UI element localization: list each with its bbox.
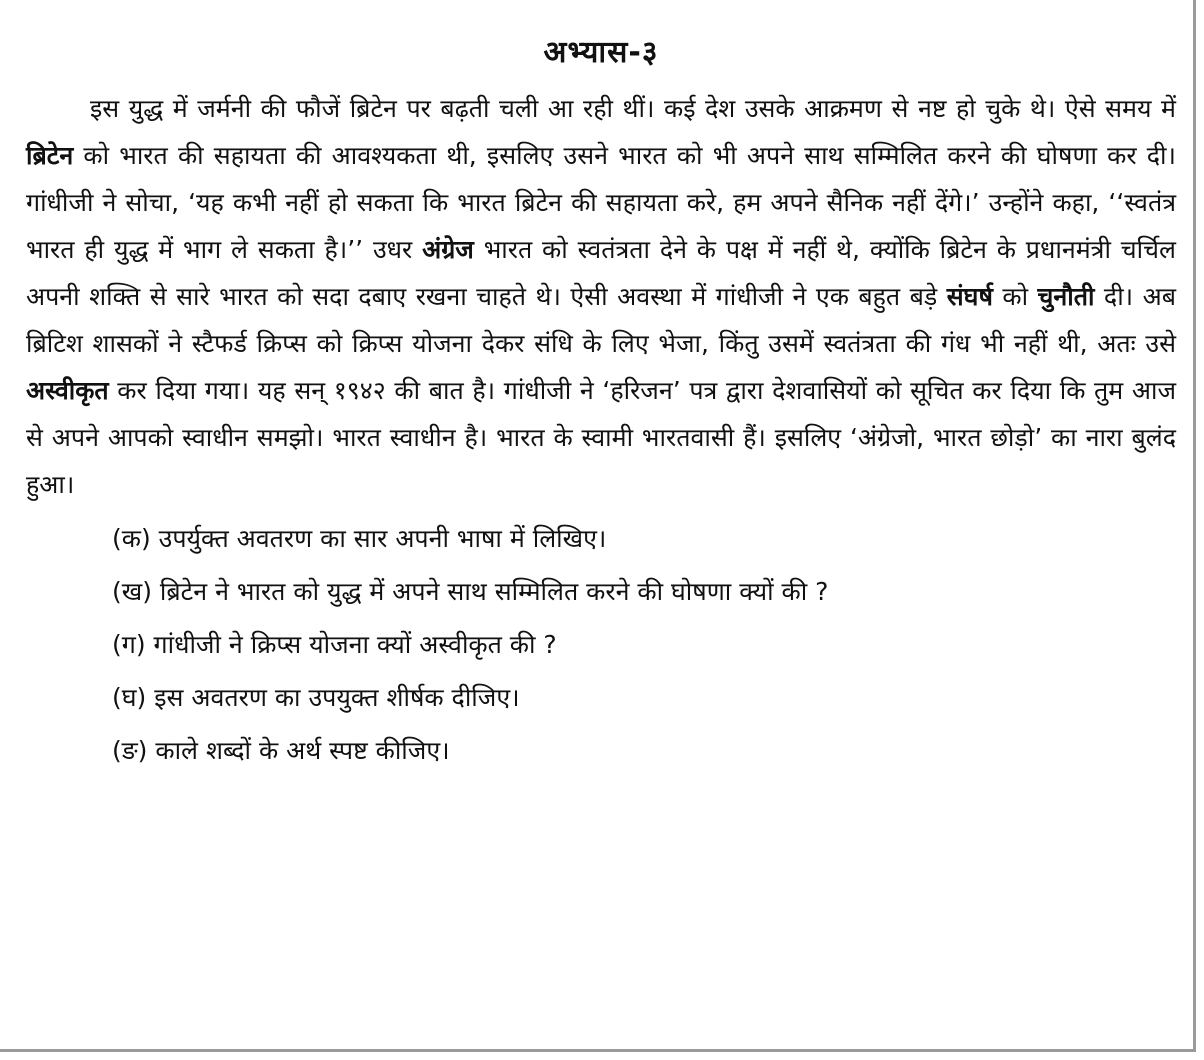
bold-word-chunauti: चुनौती [1037, 282, 1095, 311]
passage-paragraph [26, 85, 1176, 508]
passage-text-3: भारत को स्वतंत्रता देने के पक्ष में नहीं थे, क्योंकि ब्रिटेन के प्रधानमंत्री चर्चिल अपनी शक्ति से सारे भारत को सदा दबाए रखना चाहते थे। ऐसी अवस्था में गांधीजी ने एक बहुत बड़े [26, 235, 1176, 311]
passage-text-4: को [992, 282, 1038, 311]
question-item: (ख) ब्रिटेन ने भारत को युद्ध में अपने साथ सम्मिलित करने की घोषणा क्यों की ? [112, 577, 829, 606]
question-item: (ग) गांधीजी ने क्रिप्स योजना क्यों अस्वीकृत की ? [112, 630, 557, 659]
bold-word-angrej: अंग्रेज [422, 235, 474, 264]
question-list [26, 512, 1176, 777]
bold-word-britain: ब्रिटेन [26, 141, 74, 170]
passage-text-1: इस युद्ध में जर्मनी की फौजें ब्रिटेन पर बढ़ती चली आ रही थीं। कई देश उसके आक्रमण से नष्ट हो चुके थे। ऐसे समय में [90, 94, 1176, 123]
question-item: (घ) इस अवतरण का उपयुक्त शीर्षक दीजिए। [112, 683, 520, 712]
exercise-title: अभ्यास-३ [543, 35, 659, 70]
passage-text-6: कर दिया गया। यह सन् १९४२ की बात है। गांधीजी ने ‘हरिजन’ पत्र द्वारा देशवासियों को सूचित कर दिया कि तुम आज से अपने आपको स्वाधीन समझो। भारत स्वाधीन है। भारत के स्वामी भारतवासी हैं। इसलिए ‘अंग्रेजो, भारत छोड़ो’ का नारा बुलंद हुआ। [26, 376, 1176, 499]
bold-word-asvikrit: अस्वीकृत [26, 376, 109, 405]
question-item: (क) उपर्युक्त अवतरण का सार अपनी भाषा में लिखिए। [112, 524, 607, 553]
question-item: (ङ) काले शब्दों के अर्थ स्पष्ट कीजिए। [112, 736, 450, 765]
passage-text-5: दी। अब ब्रिटिश शासकों ने स्टैफर्ड क्रिप्स को क्रिप्स योजना देकर संधि के लिए भेजा, किंतु उसमें स्वतंत्रता की गंध भी नहीं थी, अतः उसे [26, 282, 1176, 358]
exercise-page [26, 30, 1176, 777]
passage-text-2: को भारत की सहायता की आवश्यकता थी, इसलिए उसने भारत को भी अपने साथ सम्मिलित करने की घोषणा कर दी। गांधीजी ने सोचा, ‘यह कभी नहीं हो सकता कि भारत ब्रिटेन की सहायता करे, हम अपने सैनिक नहीं देंगे।’ उन्होंने कहा, ‘‘स्वतंत्र भारत ही युद्ध में भाग ले सकता है।’’ उधर [26, 141, 1176, 264]
bold-word-sangharsh: संघर्ष [946, 282, 993, 311]
